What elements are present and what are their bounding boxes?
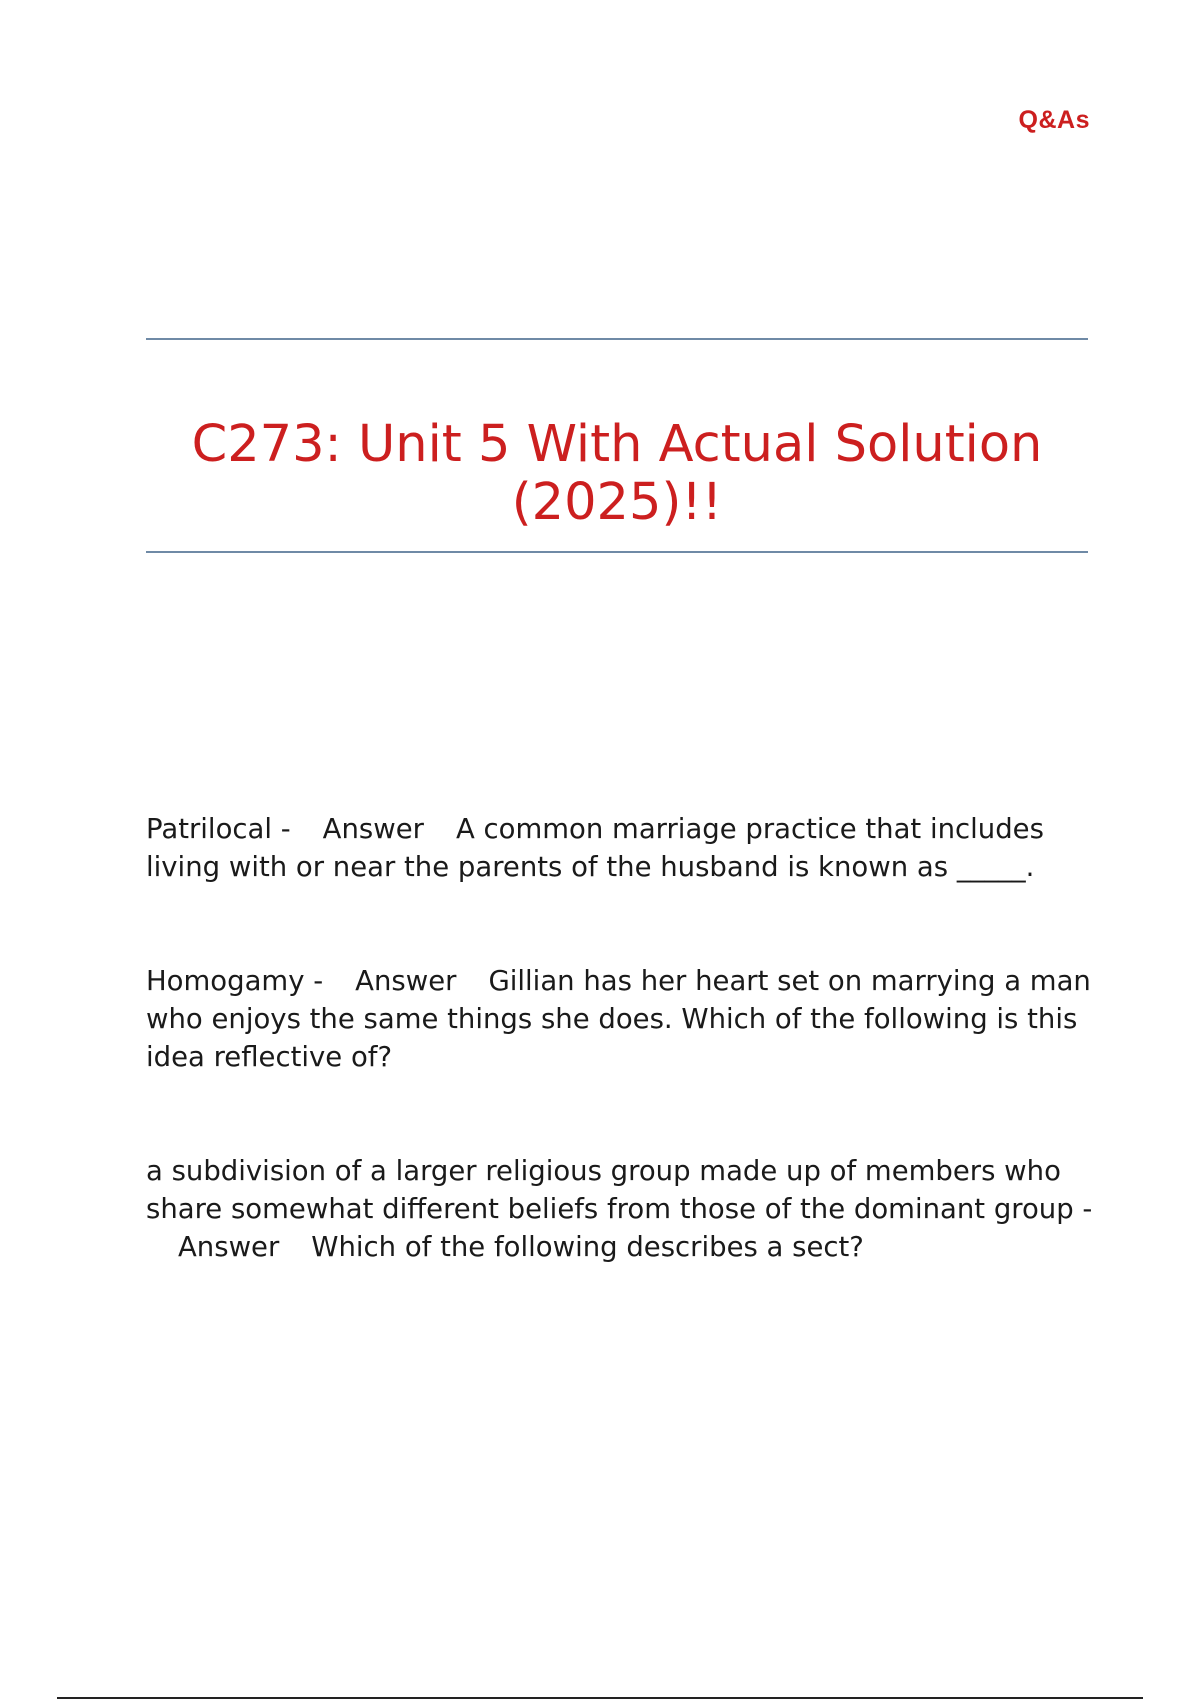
qa-item <box>146 1152 1096 1266</box>
qa-term: Patrilocal - <box>146 813 291 845</box>
title-top-rule <box>146 338 1088 340</box>
qa-text: Which of the following describes a sect? <box>311 1231 864 1263</box>
answer-label: Answer <box>322 813 424 845</box>
qa-term: Homogamy - <box>146 965 324 997</box>
qa-text: A common marriage practice that includes living with or near the parents of the husband is known as _____. <box>146 813 1044 883</box>
document-title <box>146 416 1088 532</box>
qa-item <box>146 962 1096 1076</box>
title-bottom-rule <box>146 551 1088 553</box>
answer-label: Answer <box>355 965 457 997</box>
qa-item <box>146 810 1096 886</box>
page-bottom-rule <box>57 1697 1143 1699</box>
answer-label: Answer <box>178 1231 280 1263</box>
document-title-line-1: C273: Unit 5 With Actual Solution <box>191 415 1043 474</box>
document-title-line-2: (2025)!! <box>511 473 723 532</box>
qa-text: Gillian has her heart set on marrying a man who enjoys the same things she does. Which of the following is this idea reflective of? <box>146 965 1091 1073</box>
qa-list <box>146 810 1096 1266</box>
header-label: Q&As <box>1018 106 1090 134</box>
qa-term: a subdivision of a larger religious group made up of members who share somewhat different beliefs from those of the dominant group - <box>146 1155 1093 1225</box>
